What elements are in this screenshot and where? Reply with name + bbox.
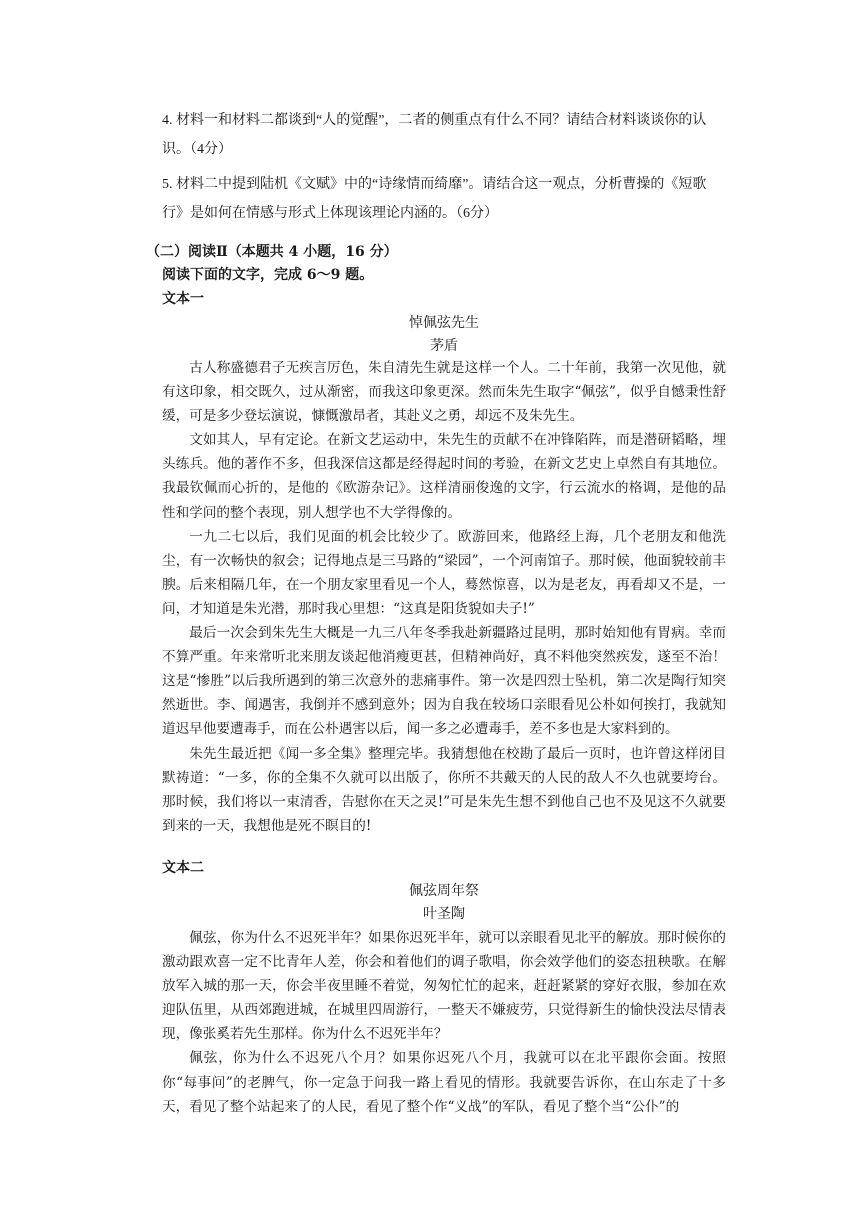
text2-paragraph: 佩弦，你为什么不迟死八个月？如果你迟死八个月，我就可以在北平跟你会面。按照你“每事问”的老脾气，你一定急于问我一路上看见的情形。我就要告诉你，在山东走了十多天，看见了整个站起来了的人民，看见了整个作“义战”的军队，看见了整个当“公仆”的 <box>162 1050 726 1115</box>
text2-author: 叶圣陶 <box>423 906 465 922</box>
text1-paragraph: 朱先生最近把《闻一多全集》整理完毕。我猜想他在校勘了最后一页时，也许曾这样闭目默祷道：“一多，你的全集不久就可以出版了，你所不共戴天的人民的敌人不久也就要垮台。那时候，我们将以一束清香，告慰你在天之灵!”可是朱先生想不到他自己也不及见这不久就要到来的一天，我想他是死不瞑目的! <box>162 745 726 834</box>
text2-paragraph: 佩弦，你为什么不迟死半年？如果你迟死半年，就可以亲眼看见北平的解放。那时候你的激动跟欢喜一定不比青年人差，你会和着他们的调子歌唱，你会效学他们的姿态扭秧歌。在解放军入城的那一天，你会半夜里睡不着觉，匆匆忙忙的起来，赶赶紧紧的穿好衣服，参加在欢迎队伍里，从西郊跑进城，在城里四周游行，一整天不嫌疲劳，只觉得新生的愉快没法尽情表现，像张奚若先生那样。你为什么不迟死半年？ <box>162 930 726 1043</box>
text2-title: 佩弦周年祭 <box>409 883 479 899</box>
text2-body <box>162 926 726 1119</box>
text1-label: 文本一 <box>162 291 204 307</box>
question-4: 4. 材料一和材料二都谈到“人的觉醒”，二者的侧重点有什么不同？请结合材料谈谈你的认识。（4分） <box>162 113 707 157</box>
text1-paragraph: 一九二七以后，我们见面的机会比较少了。欧游回来，他路经上海，几个老朋友和他洗尘，有一次畅快的叙会；记得地点是三马路的“梁园”，一个河南馆子。那时候，他面貌较前丰腴。后来相隔几年，在一个朋友家里看见一个人，蓦然惊喜，以为是老友，再看却又不是，一问，才知道是朱光潜，那时我心里想：“这真是阳货貌如夫子!” <box>162 528 726 617</box>
text1-title: 悼佩弦先生 <box>409 315 479 331</box>
text1-paragraph: 文如其人，早有定论。在新文艺运动中，朱先生的贡献不在冲锋陷阵，而是潜研韬略，埋头练兵。他的著作不多，但我深信这都是经得起时间的考验，在新文艺史上卓然自有其地位。我最钦佩而心折的，是他的《欧游杂记》。这样清丽俊逸的文字，行云流水的格调，是他的品性和学问的整个表现，别人想学也不大学得像的。 <box>162 432 726 521</box>
text2-label: 文本二 <box>162 860 204 876</box>
section-heading: （二）阅读Ⅱ（本题共 4 小题，16 分） <box>146 244 398 260</box>
section-instruction: 阅读下面的文字，完成 6～9 题。 <box>162 267 374 283</box>
text1-body <box>162 356 726 838</box>
question-5: 5. 材料二中提到陆机《文赋》中的“诗缘情而绮靡”。请结合这一观点，分析曹操的《短歌行》是如何在情感与形式上体现该理论内涵的。（6分） <box>162 177 707 221</box>
text1-author: 茅盾 <box>430 338 458 354</box>
text1-paragraph: 最后一次会到朱先生大概是一九三八年冬季我赴新疆路过昆明，那时始知他有胃病。幸而不算严重。年来常听北来朋友谈起他消瘦更甚，但精神尚好，真不料他突然疾发，遂至不治！这是“惨胜”以后我所遇到的第三次意外的悲痛事件。第一次是四烈士坠机，第二次是陶行知突然逝世。李、闻遇害，我倒并不感到意外；因为自我在较场口亲眼看见公朴如何挨打，我就知道迟早他要遭毒手，而在公朴遇害以后，闻一多之必遭毒手，差不多也是大家料到的。 <box>162 625 726 738</box>
text1-paragraph: 古人称盛德君子无疾言厉色，朱自清先生就是这样一个人。二十年前，我第一次见他，就有这印象，相交既久，过从渐密，而我这印象更深。然而朱先生取字“佩弦”，似乎自憾秉性舒缓，可是多少登坛演说，慷慨激昂者，其赴义之勇，却远不及朱先生。 <box>162 360 726 425</box>
